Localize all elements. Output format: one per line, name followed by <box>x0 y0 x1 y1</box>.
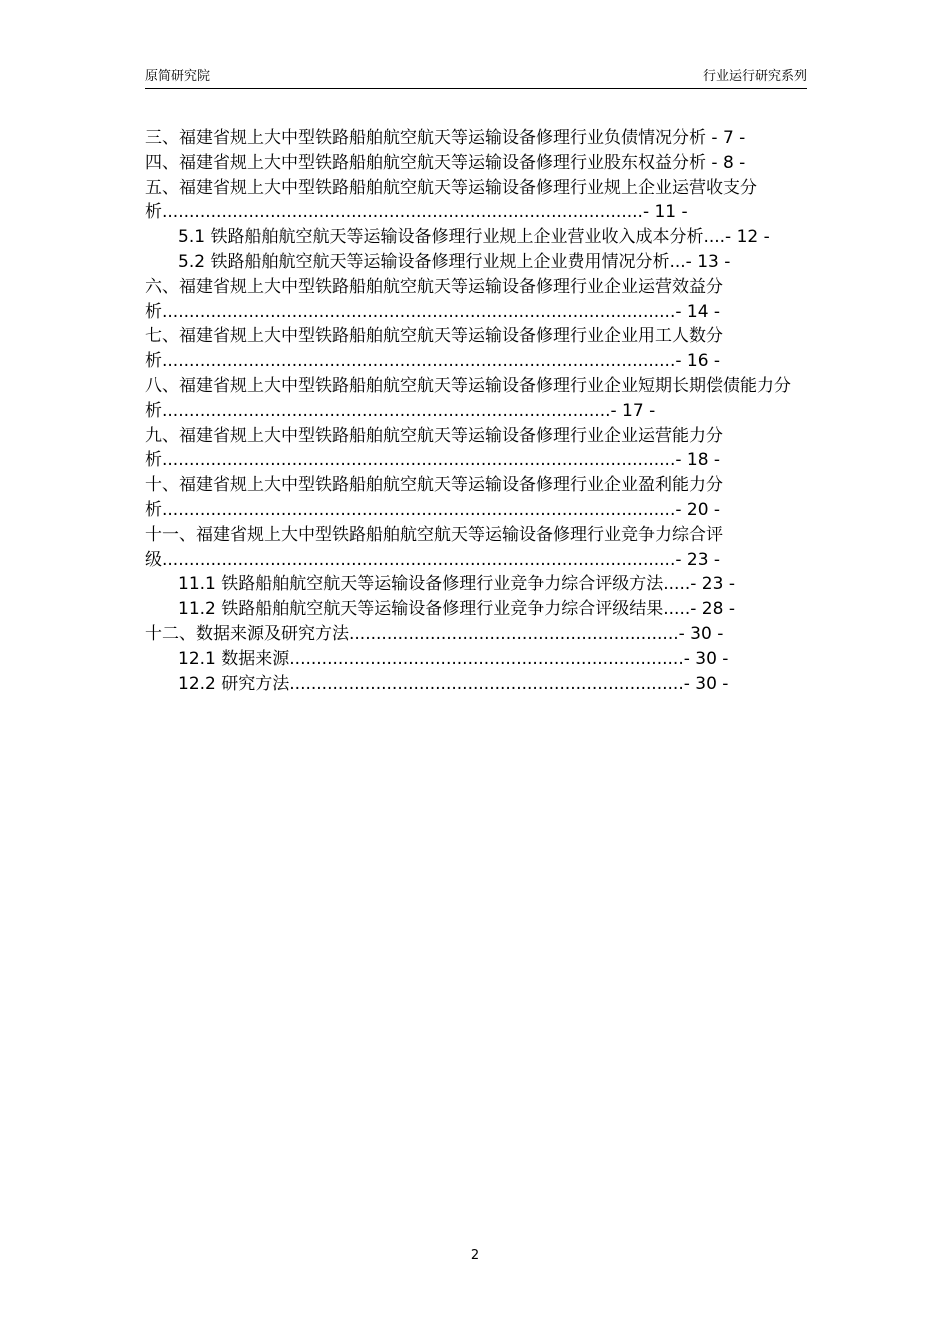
toc-entry[interactable]: 十、福建省规上大中型铁路船舶航空航天等运输设备修理行业企业盈利能力分析...............................................................................................- 20 - <box>145 475 723 520</box>
table-of-contents <box>145 126 807 696</box>
toc-entry[interactable]: 三、福建省规上大中型铁路船舶航空航天等运输设备修理行业负债情况分析 - 7 - <box>145 128 746 148</box>
toc-subentry[interactable]: 5.1 铁路船舶航空航天等运输设备修理行业规上企业营业收入成本分析....- 12 - <box>178 227 770 248</box>
toc-subentry[interactable]: 5.2 铁路船舶航空航天等运输设备修理行业规上企业费用情况分析...- 13 - <box>178 251 731 272</box>
toc-entry[interactable]: 四、福建省规上大中型铁路船舶航空航天等运输设备修理行业股东权益分析 - 8 - <box>145 152 746 173</box>
toc-entry[interactable]: 十一、福建省规上大中型铁路船舶航空航天等运输设备修理行业竞争力综合评级...............................................................................................- 23 - <box>145 524 723 570</box>
toc-entry[interactable]: 八、福建省规上大中型铁路船舶航空航天等运输设备修理行业企业短期长期偿债能力分析...................................................................................- 17 - <box>145 375 791 421</box>
page-number: 2 <box>470 1248 480 1263</box>
toc-entry[interactable]: 十二、数据来源及研究方法.............................................................- 30 - <box>145 623 724 644</box>
header-right-text: 行业运行研究系列 <box>702 69 807 84</box>
toc-entry[interactable]: 九、福建省规上大中型铁路船舶航空航天等运输设备修理行业企业运营能力分析...............................................................................................- 18 - <box>145 425 723 471</box>
toc-subentry[interactable]: 12.2 研究方法.........................................................................- 30 - <box>178 673 729 694</box>
toc-entry[interactable]: 六、福建省规上大中型铁路船舶航空航天等运输设备修理行业企业运营效益分析...............................................................................................- 14 - <box>145 276 723 322</box>
toc-subentry[interactable]: 12.1 数据来源.........................................................................- 30 - <box>178 648 729 669</box>
header-left-text: 原简研究院 <box>145 69 211 84</box>
page-header <box>145 66 807 89</box>
toc-subentry[interactable]: 11.2 铁路船舶航空航天等运输设备修理行业竞争力综合评级结果.....- 28 - <box>178 599 735 620</box>
toc-subentry[interactable]: 11.1 铁路船舶航空航天等运输设备修理行业竞争力综合评级方法.....- 23 - <box>178 574 735 595</box>
toc-entry[interactable]: 五、福建省规上大中型铁路船舶航空航天等运输设备修理行业规上企业运营收支分析.........................................................................................- 11 - <box>145 177 757 223</box>
toc-entry[interactable]: 七、福建省规上大中型铁路船舶航空航天等运输设备修理行业企业用工人数分析...............................................................................................- 16 - <box>145 326 723 372</box>
